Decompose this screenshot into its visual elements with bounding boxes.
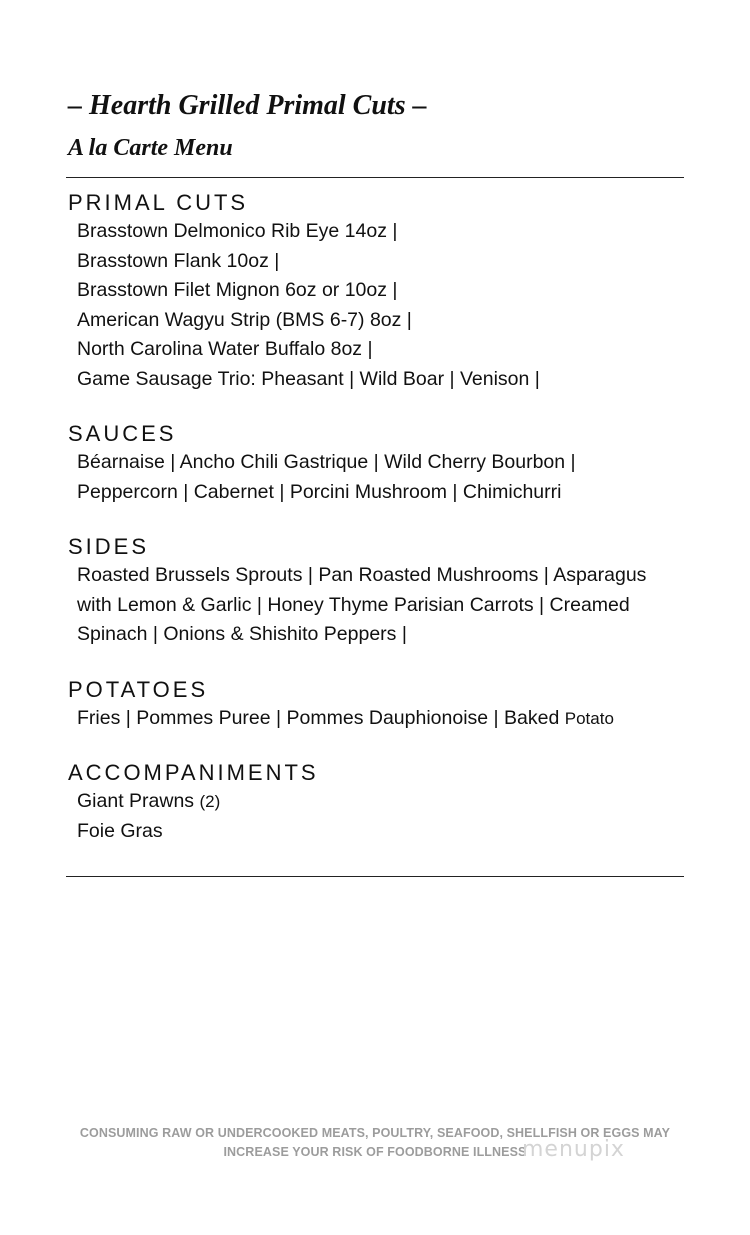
disclaimer-line-2: INCREASE YOUR RISK OF FOODBORNE ILLNESS (223, 1145, 527, 1159)
disclaimer-line-1: CONSUMING RAW OR UNDERCOOKED MEATS, POULTRY, SEAFOOD, SHELLFISH OR EGGS MAY (79, 1126, 671, 1140)
potatoes-list (77, 704, 688, 734)
section-title-sauces: SAUCES (68, 421, 177, 446)
bottom-divider (66, 876, 684, 877)
section-sauces (68, 420, 688, 507)
menu-line: Béarnaise | Ancho Chili Gastrique | Wild Cherry Bourbon | (77, 451, 576, 473)
menu-line: with Lemon & Garlic | Honey Thyme Parisian Carrots | Creamed (77, 593, 630, 616)
section-sides (68, 533, 688, 650)
menu-item: North Carolina Water Buffalo 8oz | (77, 338, 373, 361)
prawns-label: Giant Prawns (77, 790, 200, 812)
menu-line: Roasted Brussels Sprouts | Pan Roasted Mushrooms | Asparagus (77, 564, 647, 586)
section-title-primal-cuts: PRIMAL CUTS (68, 190, 249, 215)
potatoes-line-main: Fries | Pommes Puree | Pommes Dauphionoise | Baked (77, 707, 565, 729)
menupix-watermark: menupix (522, 1137, 625, 1162)
menu-line: Peppercorn | Cabernet | Porcini Mushroom | Chimichurri (77, 480, 562, 503)
menu-line (77, 704, 688, 734)
sauces-list (77, 448, 688, 507)
accompaniments-list (77, 787, 688, 846)
prawns-quantity: (2) (199, 792, 221, 811)
menu-title: – Hearth Grilled Primal Cuts – (68, 90, 427, 121)
section-title-sides: SIDES (68, 534, 150, 559)
menu-item: Brasstown Flank 10oz | (77, 249, 280, 272)
section-potatoes (68, 676, 688, 734)
menu-item: Game Sausage Trio: Pheasant | Wild Boar | Venison | (77, 367, 540, 390)
menu-item: Brasstown Filet Mignon 6oz or 10oz | (77, 279, 398, 302)
section-primal-cuts (68, 189, 688, 395)
menu-subtitle: A la Carte Menu (68, 135, 233, 161)
menu-item: Foie Gras (77, 819, 163, 842)
menu-line: Spinach | Onions & Shishito Peppers | (77, 623, 407, 646)
primal-cuts-list (77, 217, 688, 395)
menu-item: American Wagyu Strip (BMS 6-7) 8oz | (77, 308, 412, 331)
top-divider (66, 177, 684, 178)
section-accompaniments (68, 759, 688, 846)
potatoes-line-small: Potato (564, 709, 614, 728)
section-title-accompaniments: ACCOMPANIMENTS (68, 760, 319, 785)
sides-list (77, 561, 688, 650)
menu-item (77, 787, 688, 817)
section-title-potatoes: POTATOES (68, 677, 209, 702)
health-disclaimer (0, 1124, 750, 1162)
menu-item: Brasstown Delmonico Rib Eye 14oz | (77, 220, 398, 242)
